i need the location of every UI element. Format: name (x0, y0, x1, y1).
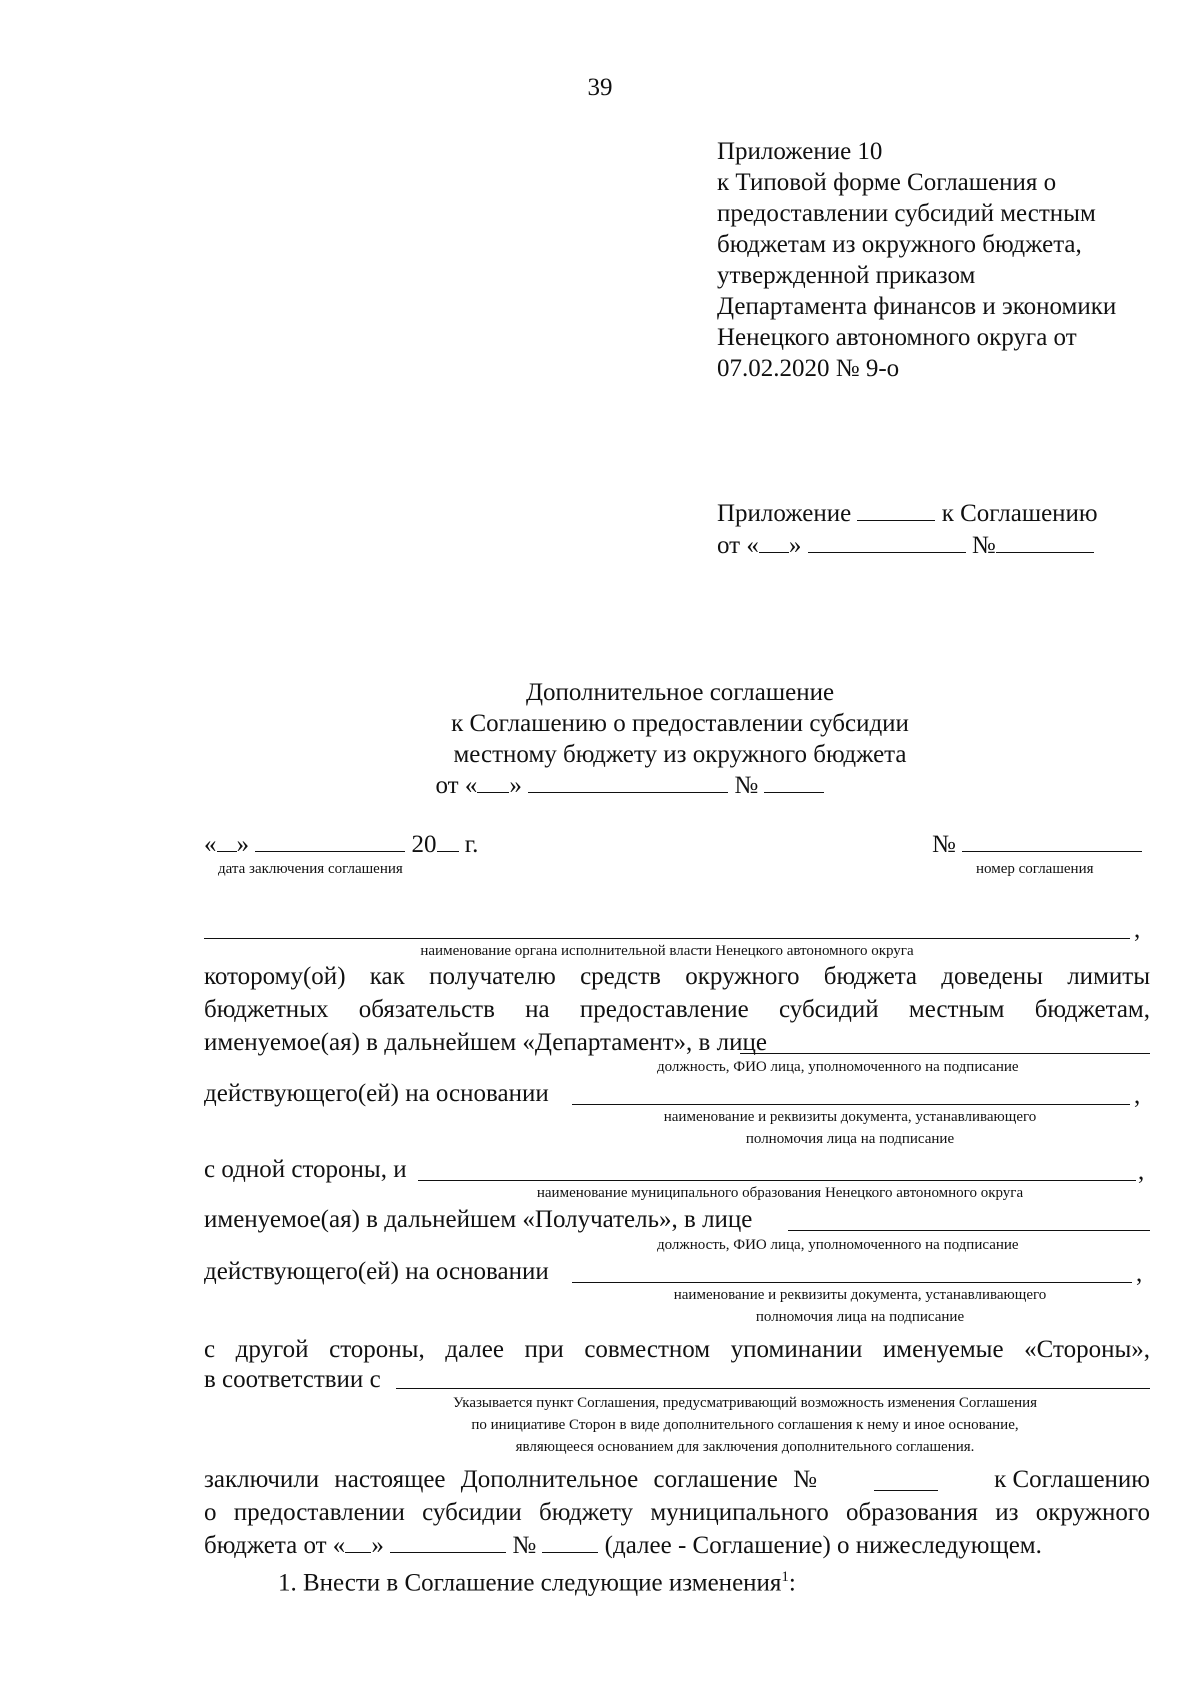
municipality-caption: наименование муниципального образования Ненецкого автономного округа (536, 1185, 1024, 1201)
concluded-text: к Соглашению (994, 1466, 1150, 1493)
basis-caption: по инициативе Сторон в виде дополнительного соглашения к нему и иное основание, (471, 1417, 1019, 1433)
doc-caption: наименование и реквизиты документа, устанавливающего (673, 1287, 1047, 1303)
concluded-text: (далее - Соглашение) о нижеследующем. (604, 1532, 1042, 1559)
paragraph-line: о предоставлении субсидии бюджету муниципального образования из окружного (204, 1499, 1150, 1526)
appendix-line: Департамента финансов и экономики (717, 293, 1117, 320)
appendix-line: предоставлении субсидий местным (717, 200, 1096, 227)
blank-field (808, 532, 966, 553)
position-caption: должность, ФИО лица, уполномоченного на подписание (657, 1237, 1019, 1253)
appendix-line: Ненецкого автономного округа от (717, 324, 1077, 351)
quote-close: » (788, 532, 802, 559)
blank-field (255, 831, 405, 852)
blank-field (759, 532, 789, 553)
blank-field (217, 831, 237, 852)
quote-close: » (236, 831, 249, 858)
document-title (300, 677, 1060, 801)
acting-basis-label: действующего(ей) на основании (204, 1258, 549, 1285)
blank-field (345, 1532, 371, 1553)
number-sign: № (512, 1532, 537, 1559)
blank-field (542, 1532, 598, 1553)
appendix-line: к Типовой форме Соглашения о (717, 169, 1057, 196)
quote-open: « (204, 831, 217, 858)
appendix-line: 07.02.2020 № 9-о (717, 355, 900, 382)
attachment-reference (717, 498, 1098, 561)
paragraph-line: с другой стороны, далее при совместном упоминании именуемые «Стороны», (204, 1336, 1150, 1363)
recipient-line: именуемое(ая) в дальнейшем «Получатель», в лице (204, 1206, 753, 1233)
doc-caption: наименование и реквизиты документа, устанавливающего (663, 1109, 1037, 1125)
appendix-line: Приложение 10 (717, 138, 883, 165)
item-1-text: 1. Внести в Соглашение следующие изменения (278, 1569, 782, 1597)
doc-caption: полномочия лица на подписание (755, 1309, 965, 1325)
blank-field (764, 772, 824, 793)
basis-caption: Указывается пункт Соглашения, предусматривающий возможность изменения Соглашения (452, 1395, 1038, 1411)
year-suffix: г. (464, 831, 479, 858)
doc-caption: полномочия лица на подписание (745, 1131, 955, 1147)
acting-basis-label: действующего(ей) на основании (204, 1080, 549, 1107)
paragraph-line: именуемое(ая) в дальнейшем «Департамент», в лице (204, 1029, 767, 1056)
number-sign: № (971, 532, 996, 559)
number-sign: № (734, 772, 759, 799)
quote-close: » (371, 1532, 384, 1559)
blank-field (477, 772, 509, 793)
appendix-header (717, 136, 1116, 384)
blank-field (528, 772, 728, 793)
comma: , (1134, 916, 1141, 943)
year-prefix: 20 (411, 831, 437, 858)
appendix-line: бюджетам из окружного бюджета, (717, 231, 1082, 258)
date-from-label: от « (717, 532, 759, 559)
authority-caption: наименование органа исполнительной власти Ненецкого автономного округа (420, 943, 914, 959)
title-line: Дополнительное соглашение (525, 679, 835, 706)
one-side-label: с одной стороны, и (204, 1156, 407, 1183)
agreement-label: к Соглашению (941, 500, 1098, 527)
appendix-line: утвержденной приказом (717, 262, 976, 289)
number-sign: № (932, 831, 956, 858)
date-caption: дата заключения соглашения (218, 861, 403, 877)
blank-field (437, 831, 459, 852)
paragraph-line: которому(ой) как получателю средств окружного бюджета доведены лимиты (204, 963, 1150, 990)
title-line: местному бюджету из окружного бюджета (453, 741, 907, 768)
number-caption: номер соглашения (976, 861, 1094, 877)
blank-field (962, 831, 1142, 852)
position-caption: должность, ФИО лица, уполномоченного на подписание (657, 1059, 1019, 1075)
paragraph-line: бюджетных обязательств на предоставление субсидий местным бюджетам, (204, 996, 1150, 1023)
attachment-label: Приложение (717, 500, 852, 527)
footnote-marker: 1 (781, 1569, 789, 1585)
title-line: к Соглашению о предоставлении субсидии (451, 710, 909, 737)
concluded-text: бюджета от « (204, 1532, 346, 1559)
basis-caption: являющееся основанием для заключения дополнительного соглашения. (515, 1439, 975, 1455)
comma: , (1136, 1260, 1143, 1287)
comma: , (1134, 1082, 1141, 1109)
blank-field (390, 1532, 506, 1553)
concluded-text: заключили настоящее Дополнительное соглашение № (204, 1466, 817, 1493)
page-number: 39 (587, 74, 613, 101)
title-from-label: от « (435, 772, 478, 799)
blank-field (874, 1470, 938, 1491)
blank-field (996, 532, 1094, 553)
item-1-colon: : (788, 1569, 796, 1597)
in-accordance-label: в соответствии с (204, 1366, 381, 1393)
comma: , (1138, 1158, 1145, 1185)
blank-field (857, 500, 935, 521)
quote-close: » (509, 772, 522, 799)
